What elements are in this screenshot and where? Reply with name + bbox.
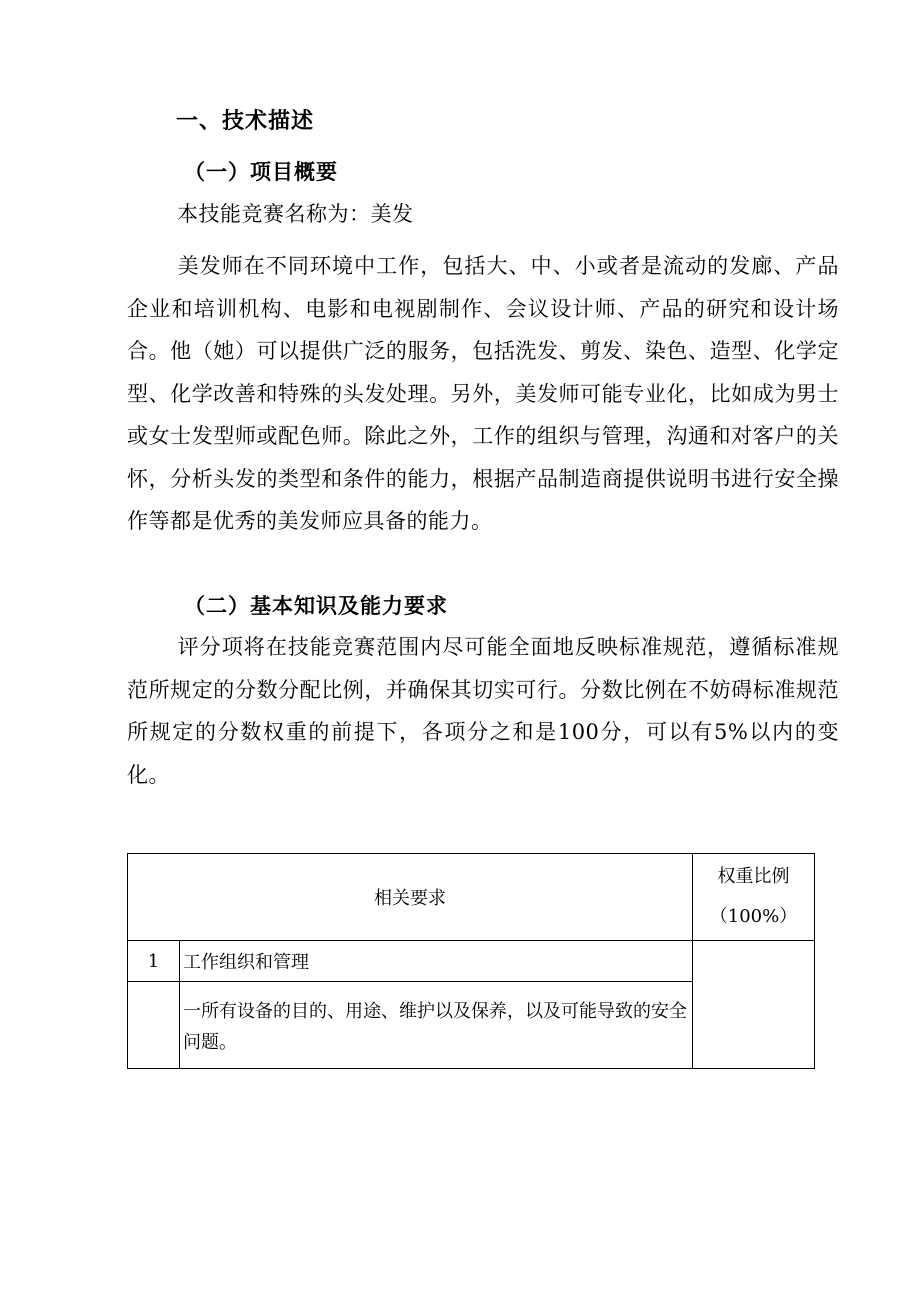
header-weight	[693, 854, 815, 941]
header-weight-line2: （100%）	[709, 906, 798, 927]
heading-technical-description: 一、技术描述	[176, 109, 315, 134]
overview-paragraph	[127, 245, 839, 543]
table-header-row	[128, 854, 815, 941]
competition-name-text: 本技能竞赛名称为：美发	[177, 202, 414, 226]
overview-paragraph-text: 美发师在不同环境中工作，包括大、中、小或者是流动的发廊、产品企业和培训机构、电影和电视剧制作、会议设计师、产品的研究和设计场合。他（她）可以提供广泛的服务，包括洗发、剪发、染色、造型、化学定型、化学改善和特殊的头发处理。另外，美发师可能专业化，比如成为男士或女士发型师或配色师。除此之外，工作的组织与管理，沟通和对客户的关怀，分析头发的类型和条件的能力，根据产品制造商提供说明书进行安全操作等都是优秀的美发师应具备的能力。	[127, 254, 839, 533]
row-text: 一所有设备的目的、用途、维护以及保养，以及可能导致的安全问题。	[180, 982, 693, 1069]
row-number	[128, 982, 180, 1069]
header-weight-line1: 权重比例	[717, 866, 790, 887]
section-title-knowledge-requirements: （二）基本知识及能力要求	[184, 594, 448, 618]
row-weight-cell	[693, 941, 815, 1069]
row-text: 工作组织和管理	[180, 941, 693, 982]
section-title-project-overview: （一）项目概要	[184, 160, 338, 184]
scoring-paragraph	[127, 626, 839, 796]
row-number: 1	[128, 941, 180, 982]
header-requirements: 相关要求	[128, 854, 693, 941]
requirements-table	[127, 853, 815, 1069]
competition-name-line	[127, 193, 839, 236]
scoring-paragraph-text: 评分项将在技能竞赛范围内尽可能全面地反映标准规范，遵循标准规范所规定的分数分配比例，并确保其切实可行。分数比例在不妨碍标准规范所规定的分数权重的前提下，各项分之和是100分，可以有5%以内的变化。	[127, 635, 839, 787]
table-row	[128, 941, 815, 982]
